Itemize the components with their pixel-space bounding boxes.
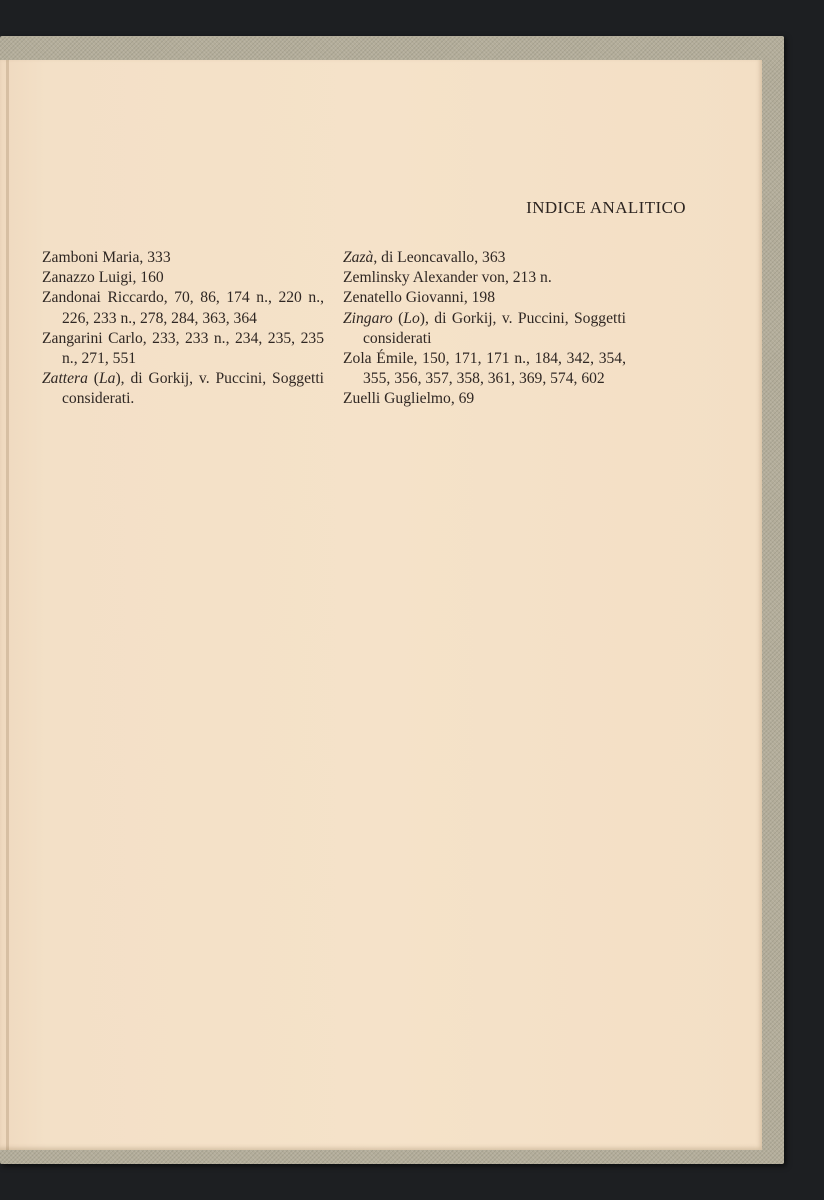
index-entry: Zuelli Guglielmo, 69 (343, 390, 475, 408)
index-entry: Zangarini Carlo, 233, 233 n., 234, 235, 235 n., 271, 551 (42, 329, 324, 368)
index-column-left (42, 248, 324, 410)
index-column-right (343, 248, 626, 410)
index-entry: Zandonai Riccardo, 70, 86, 174 n., 220 n., 226, 233 n., 278, 284, 363, 364 (42, 289, 324, 327)
book-page (0, 60, 762, 1150)
index-entry: Zenatello Giovanni, 198 (343, 289, 496, 307)
index-entry: Zemlinsky Alexander von, 213 n. (343, 269, 552, 287)
index-entry: Zattera (La), di Gorkij, v. Puccini, Soggetti considerati. (42, 370, 325, 408)
index-entry: Zazà, di Leoncavallo, 363 (343, 249, 506, 266)
index-entry: Zanazzo Luigi, 160 (42, 269, 164, 287)
page-gutter-edge (6, 60, 9, 1150)
index-entry: Zingaro (Lo), di Gorkij, v. Puccini, Soggetti considerati (343, 309, 626, 347)
index-entry: Zamboni Maria, 333 (42, 249, 171, 266)
running-header: INDICE ANALITICO (526, 198, 686, 217)
index-entry: Zola Émile, 150, 171, 171 n., 184, 342, 354, 355, 356, 357, 358, 361, 369, 574, 602 (343, 350, 626, 388)
